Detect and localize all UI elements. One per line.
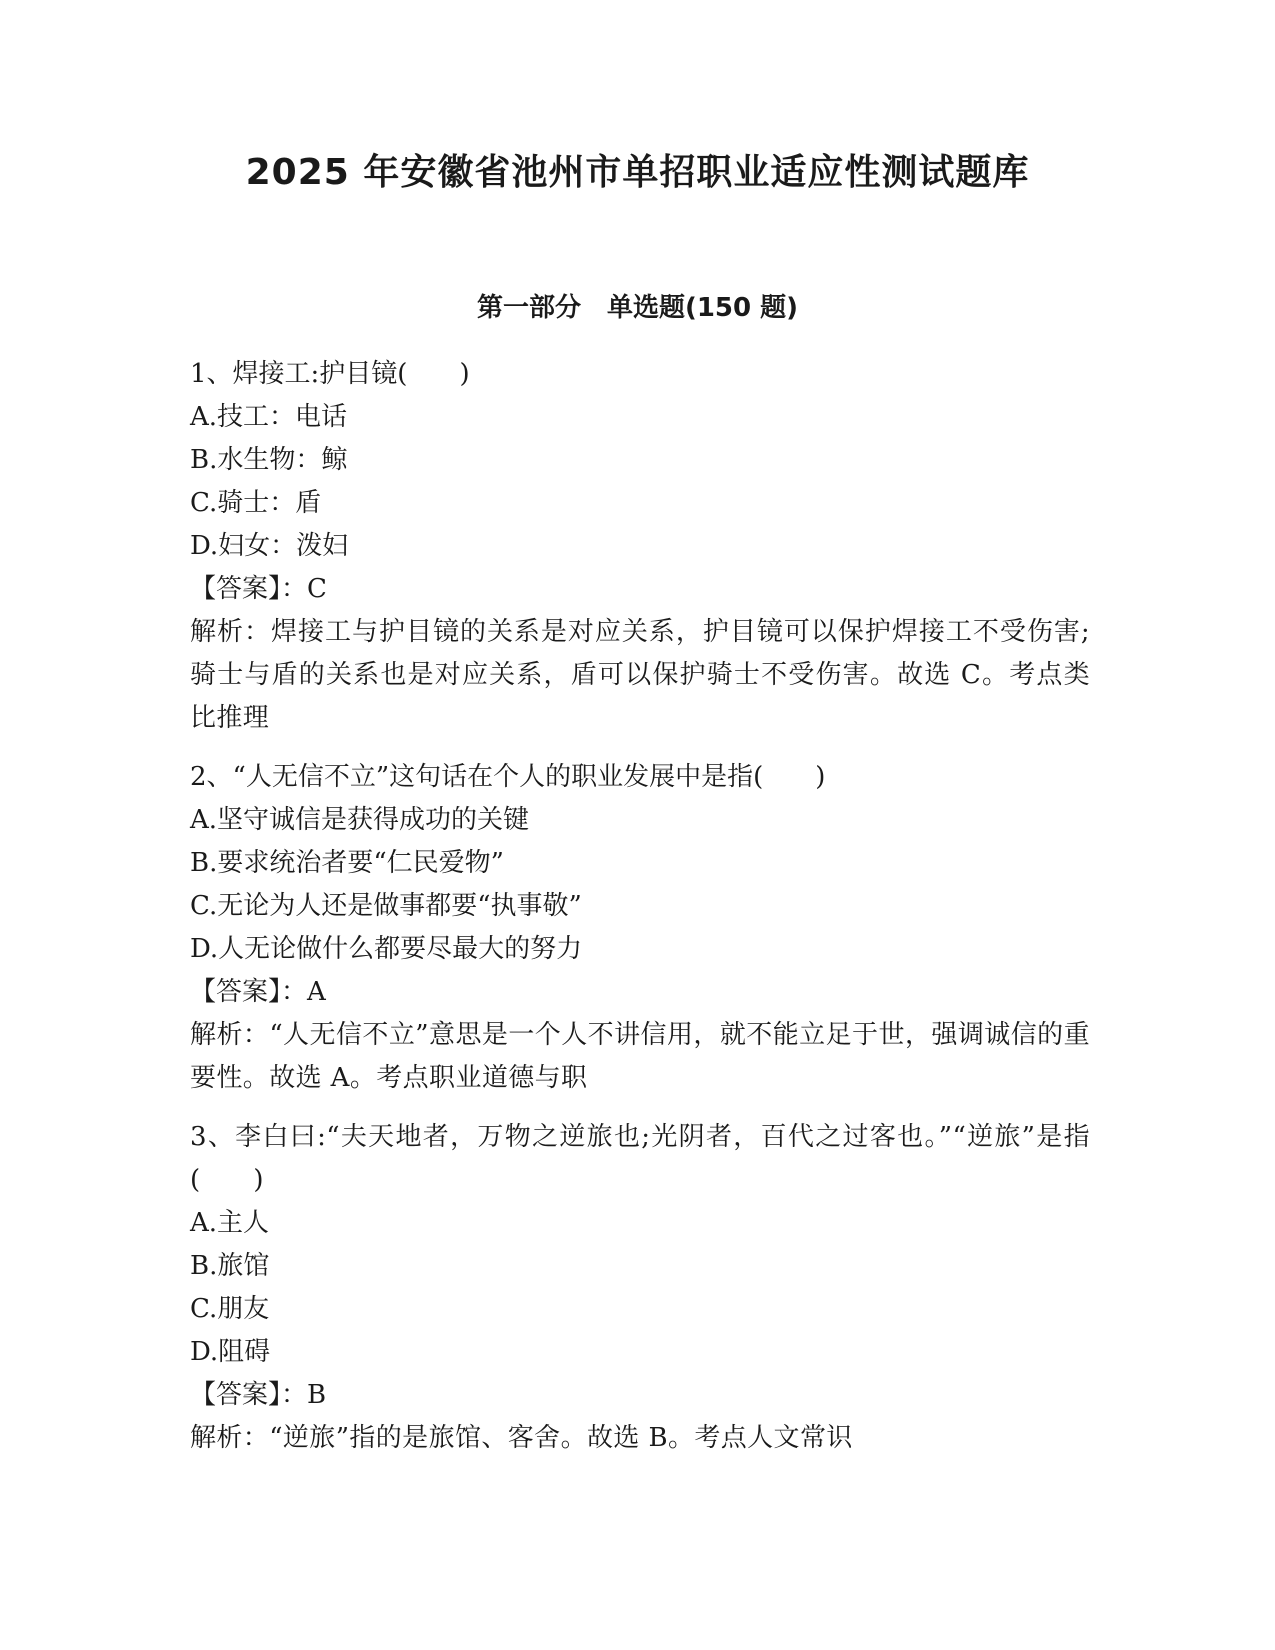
option-b: B.旅馆 (190, 1251, 270, 1281)
answer-label: 【答案】：C (190, 574, 327, 604)
question-stem: 1、焊接工:护目镜( ) (190, 359, 470, 389)
option-c: C.骑士：盾 (190, 488, 322, 518)
answer-label: 【答案】：A (190, 977, 326, 1007)
option-a: A.技工：电话 (190, 402, 348, 432)
question-list (190, 353, 1090, 1460)
option-d: D.妇女：泼妇 (190, 531, 349, 561)
option-d: D.人无论做什么都要尽最大的努力 (190, 934, 583, 964)
option-d: D.阻碍 (190, 1337, 271, 1367)
option-a: A.坚守诚信是获得成功的关键 (190, 805, 530, 835)
question-stem: 2、“人无信不立”这句话在个人的职业发展中是指( ) (190, 762, 826, 792)
option-c: C.无论为人还是做事都要“执事敬” (190, 891, 582, 921)
document-title: 2025 年安徽省池州市单招职业适应性测试题库 (245, 152, 1030, 193)
question-1 (190, 353, 1090, 740)
question-3 (190, 1116, 1090, 1460)
option-a: A.主人 (190, 1208, 270, 1238)
option-b: B.水生物：鲸 (190, 445, 348, 475)
explanation: 解析：焊接工与护目镜的关系是对应关系，护目镜可以保护焊接工不受伤害;骑士与盾的关系也是对应关系，盾可以保护骑士不受伤害。故选 C。考点类比推理 (190, 617, 1090, 733)
option-b: B.要求统治者要“仁民爱物” (190, 848, 504, 878)
option-c: C.朋友 (190, 1294, 270, 1324)
section-title: 第一部分 单选题(150 题) (476, 293, 799, 323)
question-2 (190, 756, 1090, 1100)
question-stem: 3、李白曰:“夫天地者，万物之逆旅也;光阴者，百代之过客也。”“逆旅”是指( ) (190, 1122, 1090, 1195)
explanation: 解析：“人无信不立”意思是一个人不讲信用，就不能立足于世，强调诚信的重要性。故选 A。考点职业道德与职 (190, 1020, 1090, 1093)
answer-label: 【答案】：B (190, 1380, 327, 1410)
explanation: 解析：“逆旅”指的是旅馆、客舍。故选 B。考点人文常识 (190, 1423, 853, 1453)
